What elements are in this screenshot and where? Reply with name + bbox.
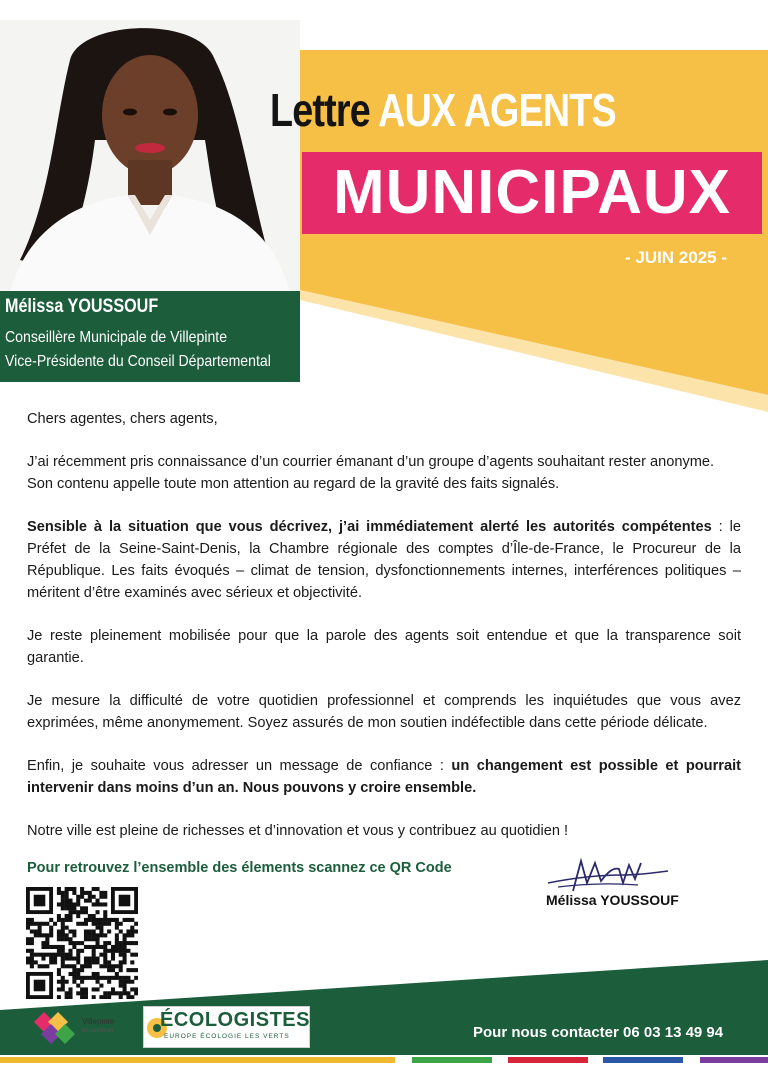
villepinte-logo-icon [32,1010,78,1046]
ecologistes-logo-subtext: EUROPE ÉCOLOGIE LES VERTS [164,1033,290,1040]
letter-title-line1 [270,82,616,138]
ecologistes-logo [143,1006,310,1048]
qr-code-icon[interactable] [26,887,138,999]
qr-caption: Pour retrouvez l’ensemble des élements scannez ce QR Code [27,860,452,876]
villepinte-logo-subtext: en commun [82,1028,114,1034]
author-role-1: Conseillère Municipale de Villepinte [5,329,228,346]
author-name: Mélissa YOUSSOUF [5,296,159,317]
ecologistes-logo-text: ÉCOLOGISTES [160,1009,310,1031]
paragraph-3: Je reste pleinement mobilisée pour que la parole des agents soit entendue et que la transparence soit garantie. [27,628,741,666]
villepinte-logo [32,1008,132,1048]
paragraph-1: J’ai récemment pris connaissance d’un courrier émanant d’un groupe d’agents souhaitant rester anonyme. Son contenu appelle toute mon attention au regard de la gravité des faits signalés. [27,454,715,492]
villepinte-logo-text: Villepinte [82,1017,115,1026]
title-aux-agents: AUX AGENTS [378,84,616,136]
author-box [0,291,300,382]
paragraph-6: Notre ville est pleine de richesses et d’innovation et vous y contribuez au quotidien ! [27,823,569,839]
author-role-2: Vice-Présidente du Conseil Départemental [5,353,271,370]
signature-name: Mélissa YOUSSOUF [546,892,679,908]
author-photo [0,20,300,292]
issue-date: - JUIN 2025 - [624,248,728,267]
contact-phone[interactable]: Pour nous contacter 06 03 13 49 94 [473,1024,724,1041]
letter-body [27,408,741,863]
paragraph-2: Sensible à la situation que vous décrivez, j’ai immédiatement alerté les autorités compétentes : le Préfet de la Seine-Saint-Denis, la Chambre régionale des comptes d’Île-de-France, le Procureur de la République. Les faits évoqués – climat de tension, dysfonctionnements internes, interférences politiques – méritent d’être examinés avec sérieux et objectivité. [27,519,741,601]
title-lettre: Lettre [270,84,370,136]
title-municipaux: MUNICIPAUX [332,158,732,227]
paragraph-4: Je mesure la difficulté de votre quotidien professionnel et comprends les inquiétudes que vous avez exprimées, même anonymement. Soyez assurés de mon soutien indéfectible dans cette période délicate. [27,693,741,731]
greeting: Chers agentes, chers agents, [27,411,218,427]
paragraph-5: Enfin, je souhaite vous adresser un message de confiance : un changement est possible et pourrait intervenir dans moins d’un an. Nous pouvons y croire ensemble. [27,758,741,796]
